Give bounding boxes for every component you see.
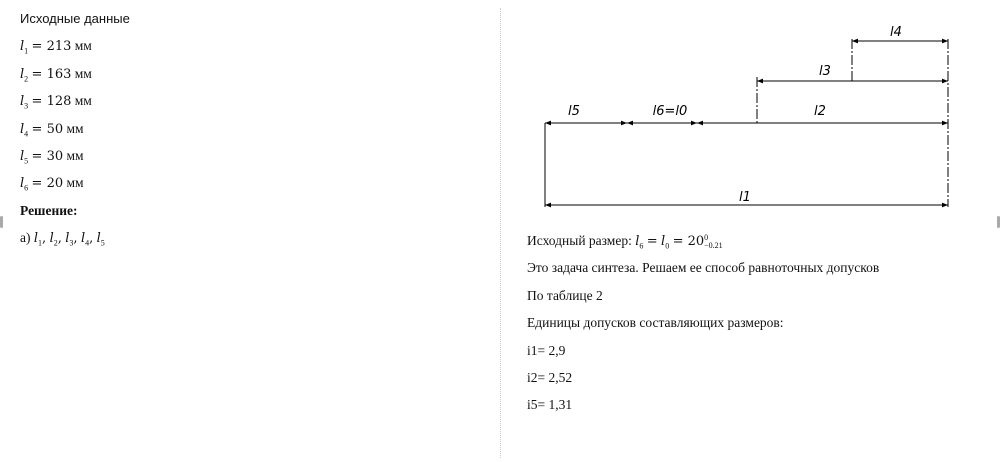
item-a: а) $l_1$, $l_2$, $l_3$, $l_4$, $l_5$ [20, 230, 105, 248]
solution-heading: Решение: [20, 202, 78, 218]
label-l2: l2 [814, 104, 826, 119]
page-divider [500, 8, 501, 458]
text-line-i2: i2= 2,52 [527, 369, 573, 385]
param-l3: $l_3 = 128$ мм [20, 93, 92, 111]
tolerance: 0 −0.21 [704, 232, 723, 250]
param-l4: $l_4 = 50$ мм [20, 120, 84, 139]
param-l5: $l_5 = 30$ мм [20, 147, 84, 166]
label-l5: l5 [568, 104, 580, 119]
dimension-chain-diagram [530, 25, 970, 215]
label-l4: l4 [890, 25, 902, 40]
text-line-2: По таблице 2 [527, 287, 603, 303]
right-column [527, 232, 987, 424]
left-edge-handle [0, 216, 3, 228]
label-l1: l1 [739, 190, 751, 205]
source-data-title: Исходные данные [20, 11, 130, 26]
param-l1: $l_1 = 213$ мм [20, 38, 92, 57]
left-column [20, 10, 490, 257]
param-l6: $l_6 = 20$ мм [20, 175, 84, 194]
text-line-i1: i1= 2,9 [527, 342, 566, 358]
param-l2: $l_2 = 163$ мм [20, 65, 92, 84]
label-l6: l6=l0 [652, 104, 688, 119]
text-line-1: Это задача синтеза. Решаем ее способ равноточных допусков [527, 260, 880, 276]
text-line-i5: i5= 1,31 [527, 397, 573, 413]
source-size-line: Исходный размер: $l_6 = l_0 = 20$ 0 −0.21 [527, 232, 723, 251]
label-l3: l3 [819, 64, 831, 79]
text-line-3: Единицы допусков составляющих размеров: [527, 315, 784, 331]
